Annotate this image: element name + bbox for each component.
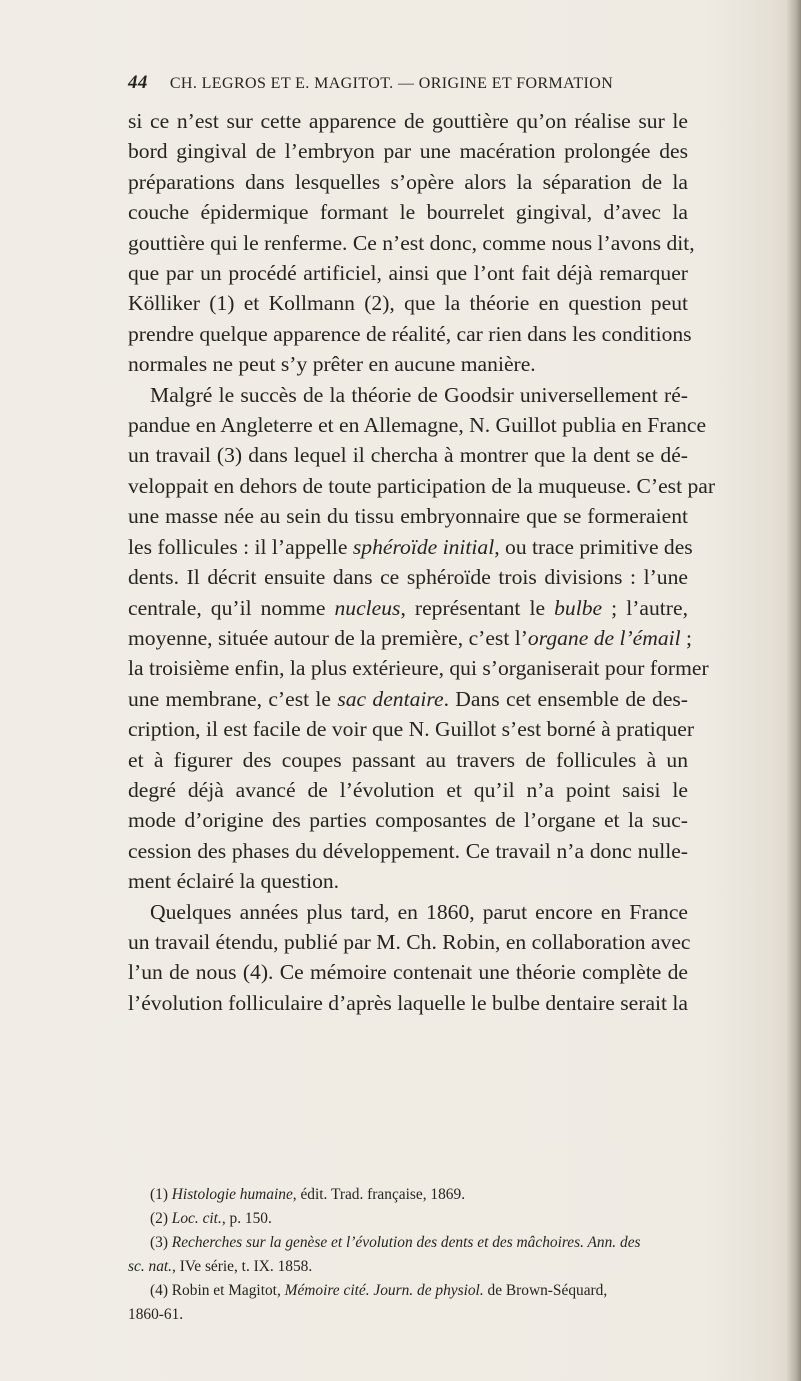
footnote-2: [128, 1207, 688, 1231]
text-line: [128, 623, 693, 653]
footnote-title: Histologie humaine: [171, 1186, 293, 1203]
footnote-title: sc. nat.: [128, 1258, 173, 1275]
footnote-4: [128, 1279, 688, 1303]
footnote-number: (2): [150, 1210, 172, 1227]
italic-term: sphéroïde initial: [352, 534, 495, 559]
page-number: 44: [128, 72, 148, 93]
text-line: une masse née au sein du tissu embryonnaire que se formeraient: [128, 504, 688, 529]
text-run: , représentant le: [400, 595, 555, 620]
text-line: prendre quelque apparence de réalité, car rien dans les conditions: [128, 321, 692, 346]
footnote-number: (1): [150, 1186, 172, 1203]
text-line: cession des phases du développement. Ce travail n’a donc nulle-: [128, 838, 688, 863]
text-line: un travail étendu, publié par M. Ch. Robin, en collaboration avec: [128, 929, 691, 954]
text-line: couche épidermique formant le bourrelet gingival, d’avec la: [128, 200, 688, 225]
running-title: CH. LEGROS ET E. MAGITOT. — ORIGINE ET FORMATION: [169, 75, 614, 92]
text-run: moyenne, située autour de la première, c’est l’: [128, 625, 528, 650]
italic-term: bulbe: [554, 595, 603, 620]
text-line: l’un de nous (4). Ce mémoire contenait une théorie complète de: [128, 960, 688, 985]
footnote-3: [128, 1231, 688, 1255]
text-line: la troisième enfin, la plus extérieure, qui s’organiserait pour former: [128, 656, 709, 681]
text-line: gouttière qui le renferme. Ce n’est donc, comme nous l’avons dit,: [128, 230, 695, 255]
text-line: Quelques années plus tard, en 1860, parut encore en France: [150, 899, 688, 924]
text-line: [128, 593, 688, 623]
footnote-title: Recherches sur la genèse et l’évolution des dents et des mâchoires. Ann. des: [171, 1234, 641, 1251]
page-edge: [787, 0, 801, 1381]
footnote-1: [128, 1183, 688, 1207]
text-line: mode d’origine des parties composantes de l’organe et la suc-: [128, 808, 688, 833]
text-run: ;: [680, 625, 693, 650]
footnote-text: , p. 150.: [221, 1210, 272, 1227]
footnote-text: , IVe série, t. IX. 1858.: [172, 1258, 313, 1275]
text-line: l’évolution folliculaire d’après laquelle le bulbe dentaire serait la: [128, 990, 689, 1015]
text-line: normales ne peut s’y prêter en aucune manière.: [128, 352, 536, 377]
text-run: centrale, qu’il nomme: [128, 595, 335, 620]
text-line: Malgré le succès de la théorie de Goodsir universellement ré-: [150, 382, 688, 407]
footnote-title: Loc. cit.: [171, 1210, 222, 1227]
text-line: et à figurer des coupes passant au travers de follicules à un: [128, 747, 688, 772]
text-line: bord gingival de l’embryon par une macération prolongée des: [128, 139, 688, 164]
footnote-title: Mémoire cité. Journ. de physiol.: [284, 1282, 484, 1299]
italic-term: sac dentaire: [337, 686, 444, 711]
text-run: ; l’autre,: [602, 595, 688, 620]
text-line: dents. Il décrit ensuite dans ce sphéroïde trois divisions : l’une: [128, 565, 688, 590]
footnote-text: (4) Robin et Magitot,: [150, 1282, 285, 1299]
text-run: une membrane, c’est le: [128, 686, 338, 711]
footnotes: [128, 1183, 688, 1327]
text-line: que par un procédé artificiel, ainsi que l’ont fait déjà remarquer: [128, 261, 688, 286]
text-run: , ou trace primitive des: [494, 534, 693, 559]
text-line: Kölliker (1) et Kollmann (2), que la théorie en question peut: [128, 291, 688, 316]
text-run: les follicules : il l’appelle: [128, 534, 353, 559]
text-run: . Dans cet ensemble de des-: [443, 686, 688, 711]
text-line: cription, il est facile de voir que N. Guillot s’est borné à pratiquer: [128, 717, 695, 742]
footnote-number: (3): [150, 1234, 172, 1251]
text-line: degré déjà avancé de l’évolution et qu’il n’a point saisi le: [128, 777, 688, 802]
footnote-text: , édit. Trad. française, 1869.: [292, 1186, 466, 1203]
text-line: si ce n’est sur cette apparence de gouttière qu’on réalise sur le: [128, 109, 688, 133]
running-header: [128, 72, 688, 94]
text-line: veloppait en dehors de toute participation de la muqueuse. C’est par: [128, 473, 716, 498]
italic-term: nucleus: [334, 595, 401, 620]
text-line: un travail (3) dans lequel il chercha à montrer que la dent se dé-: [128, 443, 688, 468]
text-line: [128, 684, 688, 714]
footnote-4-cont: 1860-61.: [128, 1306, 184, 1323]
footnote-3-cont: [128, 1255, 688, 1279]
italic-term: organe de l’émail: [527, 625, 681, 650]
text-line: préparations dans lesquelles s’opère alors la séparation de la: [128, 169, 688, 194]
text-line: ment éclairé la question.: [128, 869, 340, 894]
footnote-text: de Brown-Séquard,: [483, 1282, 608, 1299]
text-line: pandue en Angleterre et en Allemagne, N. Guillot publia en France: [128, 413, 707, 438]
main-text: [128, 106, 716, 1018]
text-line: [128, 532, 693, 562]
